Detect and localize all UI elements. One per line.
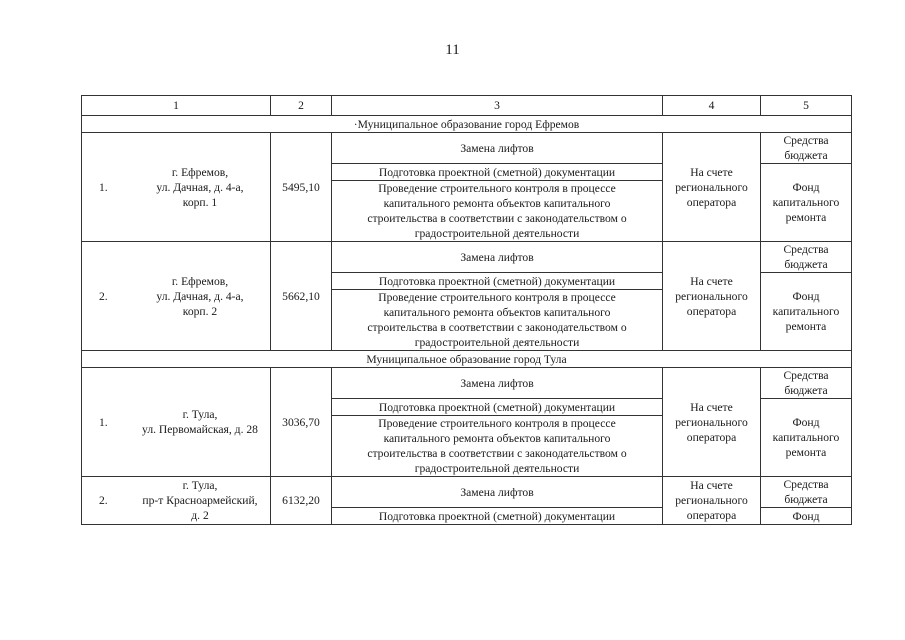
fund-line: бюджета xyxy=(784,493,828,506)
operator-line: оператора xyxy=(686,304,737,318)
entry-address-cell xyxy=(82,133,271,242)
work-item: Подготовка проектной (сметной) документации xyxy=(332,399,663,416)
fund-line: Фонд xyxy=(792,290,820,303)
address-line: корп. 2 xyxy=(182,304,218,318)
entry-number: 1. xyxy=(99,415,108,429)
work-item: Проведение строительного контроля в процессе капитального ремонта объектов капитального строительства в соответствии с законодательством о градостроительной деятельности xyxy=(332,290,663,351)
fund-line: капитального xyxy=(772,196,840,209)
fund-line: Средства xyxy=(783,369,829,382)
operator-line: регионального xyxy=(675,494,748,507)
operator-line: регионального xyxy=(675,180,748,194)
fund-repair-cell xyxy=(761,273,852,351)
operator-cell xyxy=(663,368,761,477)
header-cell: 2 xyxy=(271,96,332,116)
fund-line: ремонта xyxy=(785,320,827,333)
entry-address-cell xyxy=(82,477,271,525)
operator-cell xyxy=(663,242,761,351)
address-line: г. Тула, xyxy=(182,479,218,492)
address-line: ул. Дачная, д. 4-а, xyxy=(156,180,244,194)
operator-line: На счете xyxy=(690,274,733,288)
address-line: г. Тула, xyxy=(182,408,218,421)
fund-line: Средства xyxy=(783,478,829,491)
address-line: д. 2 xyxy=(191,509,209,522)
fund-budget-cell xyxy=(761,133,852,164)
work-item: Замена лифтов xyxy=(332,133,663,164)
fund-line: ремонта xyxy=(785,211,827,224)
fund-line: Средства xyxy=(783,243,829,256)
operator-line: регионального xyxy=(675,415,748,429)
fund-repair-cell xyxy=(761,164,852,242)
fund-budget-cell xyxy=(761,242,852,273)
operator-line: На счете xyxy=(690,400,733,414)
work-item: Подготовка проектной (сметной) документации xyxy=(332,508,663,525)
work-item: Проведение строительного контроля в процессе капитального ремонта объектов капитального строительства в соответствии с законодательством о градостроительной деятельности xyxy=(332,181,663,242)
page-number: 11 xyxy=(445,42,460,58)
address-line: ул. Первомайская, д. 28 xyxy=(142,423,258,436)
fund-budget-cell xyxy=(761,368,852,399)
address-line: пр-т Красноармейский, xyxy=(142,494,258,507)
area-value: 3036,70 xyxy=(271,368,332,477)
fund-budget-cell xyxy=(761,477,852,508)
entry-address-cell xyxy=(82,368,271,477)
operator-line: оператора xyxy=(686,509,737,522)
header-cell: 5 xyxy=(761,96,852,116)
header-row xyxy=(82,96,852,116)
work-item: Подготовка проектной (сметной) документации xyxy=(332,273,663,290)
fund-line: бюджета xyxy=(784,258,828,271)
fund-repair-cell xyxy=(761,508,852,525)
entry-number: 2. xyxy=(99,289,108,303)
operator-line: оператора xyxy=(686,430,737,444)
operator-cell xyxy=(663,477,761,525)
fund-line: капитального xyxy=(772,305,840,318)
area-value: 5662,10 xyxy=(271,242,332,351)
entry-address-cell xyxy=(82,242,271,351)
operator-line: регионального xyxy=(675,289,748,303)
fund-repair-cell xyxy=(761,399,852,477)
address-line: ул. Дачная, д. 4-а, xyxy=(156,289,244,303)
operator-line: На счете xyxy=(690,165,733,179)
fund-line: бюджета xyxy=(784,149,828,162)
section-title: Муниципальное образование город Тула xyxy=(82,351,852,368)
fund-line: Фонд xyxy=(792,181,820,194)
address-line: г. Ефремов, xyxy=(171,274,229,288)
fund-line: Средства xyxy=(783,134,829,147)
operator-line: На счете xyxy=(690,479,733,492)
work-item: Подготовка проектной (сметной) документации xyxy=(332,164,663,181)
work-item: Замена лифтов xyxy=(332,477,663,508)
header-cell: 4 xyxy=(663,96,761,116)
operator-cell xyxy=(663,133,761,242)
entry-number: 1. xyxy=(99,180,108,194)
work-item: Замена лифтов xyxy=(332,242,663,273)
area-value: 6132,20 xyxy=(271,477,332,525)
entry-number: 2. xyxy=(99,494,108,507)
section-title: ·Муниципальное образование город Ефремов xyxy=(82,116,852,133)
program-table xyxy=(81,95,852,525)
fund-line: ремонта xyxy=(785,446,827,459)
area-value: 5495,10 xyxy=(271,133,332,242)
fund-line: Фонд xyxy=(792,509,820,523)
address-line: г. Ефремов, xyxy=(171,165,229,179)
work-item: Замена лифтов xyxy=(332,368,663,399)
operator-line: оператора xyxy=(686,195,737,209)
address-line: корп. 1 xyxy=(182,195,218,209)
fund-line: капитального xyxy=(772,431,840,444)
fund-line: Фонд xyxy=(792,416,820,429)
header-cell: 3 xyxy=(332,96,663,116)
header-cell: 1 xyxy=(82,96,271,116)
fund-line: бюджета xyxy=(784,384,828,397)
work-item: Проведение строительного контроля в процессе капитального ремонта объектов капитального строительства в соответствии с законодательством о градостроительной деятельности xyxy=(332,416,663,477)
